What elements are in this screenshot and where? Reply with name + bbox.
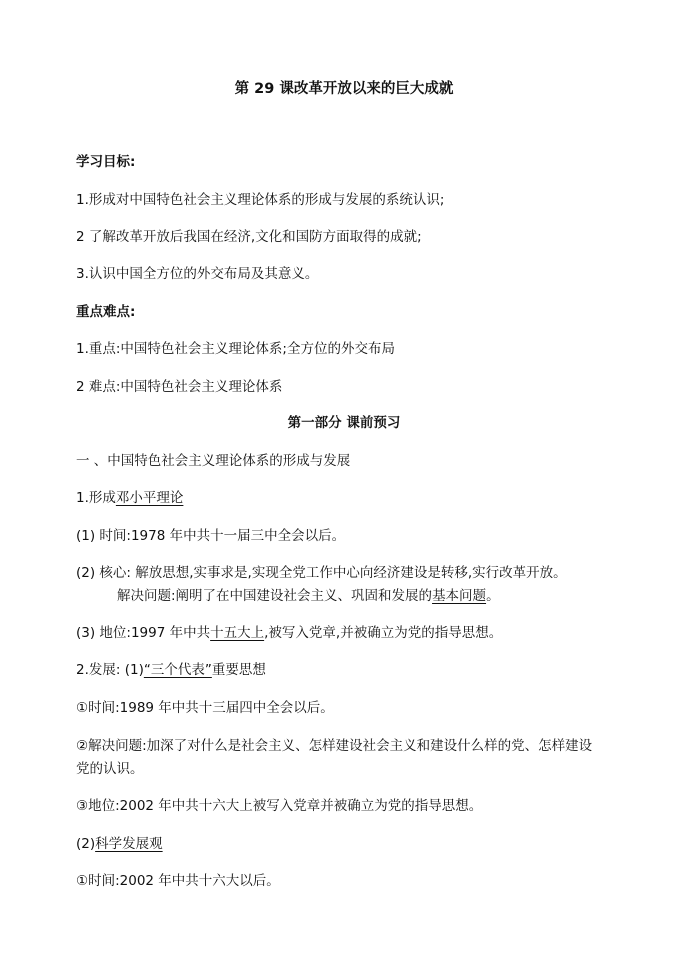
core-line: (2) 核心: 解放思想,实事求是,实现全党工作中心向经济建设是转移,实行改革开放。 xyxy=(76,565,567,581)
status-suffix: ,被写入党章,并被确立为党的指导思想。 xyxy=(264,625,503,641)
objective-item-3: 3.认识中国全方位的外交布局及其意义。 xyxy=(76,266,319,282)
formation-term: 邓小平理论 xyxy=(115,490,184,506)
dev-solve-line-1: ②解决问题:加深了对什么是社会主义、怎样建设社会主义和建设什么样的党、怎样建设 xyxy=(76,738,593,754)
objectives-heading: 学习目标: xyxy=(76,154,136,170)
dev-term: “三个代表” xyxy=(143,662,212,678)
sci-term: 科学发展观 xyxy=(95,836,163,852)
status-line xyxy=(76,623,502,643)
solve-line xyxy=(117,586,500,606)
status-term: 十五大上 xyxy=(210,625,265,641)
sci-time-line: ①时间:2002 年中共十六大以后。 xyxy=(76,873,280,889)
solve-term: 基本问题 xyxy=(432,588,487,604)
solve-prefix: 解决问题:阐明了在中国建设社会主义、巩固和发展的 xyxy=(117,588,433,604)
lesson-title: 第 29 课改革开放以来的巨大成就 xyxy=(234,81,454,97)
development-line xyxy=(76,660,266,680)
dev-time-line: ①时间:1989 年中共十三届四中全会以后。 xyxy=(76,700,334,716)
dev-prefix: 2.发展: (1) xyxy=(76,662,144,678)
time-line: (1) 时间:1978 年中共十一届三中全会以后。 xyxy=(76,528,346,544)
formation-line xyxy=(76,488,183,508)
difficult-point: 2 难点:中国特色社会主义理论体系 xyxy=(76,379,283,395)
status-prefix: (3) 地位:1997 年中共 xyxy=(76,625,211,641)
dev-solve-line-2: 党的认识。 xyxy=(76,761,144,777)
formation-prefix: 1.形成 xyxy=(76,490,116,506)
solve-suffix: 。 xyxy=(486,588,500,604)
sci-prefix: (2) xyxy=(76,836,96,852)
subsection-heading: 一 、中国特色社会主义理论体系的形成与发展 xyxy=(76,453,351,469)
part1-heading: 第一部分 课前预习 xyxy=(287,415,401,431)
key-point: 1.重点:中国特色社会主义理论体系;全方位的外交布局 xyxy=(76,341,395,357)
scientific-outlook-line xyxy=(76,834,163,854)
key-points-heading: 重点难点: xyxy=(76,304,136,320)
objective-item-1: 1.形成对中国特色社会主义理论体系的形成与发展的系统认识; xyxy=(76,192,445,208)
objective-item-2: 2 了解改革开放后我国在经济,文化和国防方面取得的成就; xyxy=(76,229,422,245)
dev-suffix: 重要思想 xyxy=(211,662,266,678)
dev-status-line: ③地位:2002 年中共十六大上被写入党章并被确立为党的指导思想。 xyxy=(76,798,483,814)
